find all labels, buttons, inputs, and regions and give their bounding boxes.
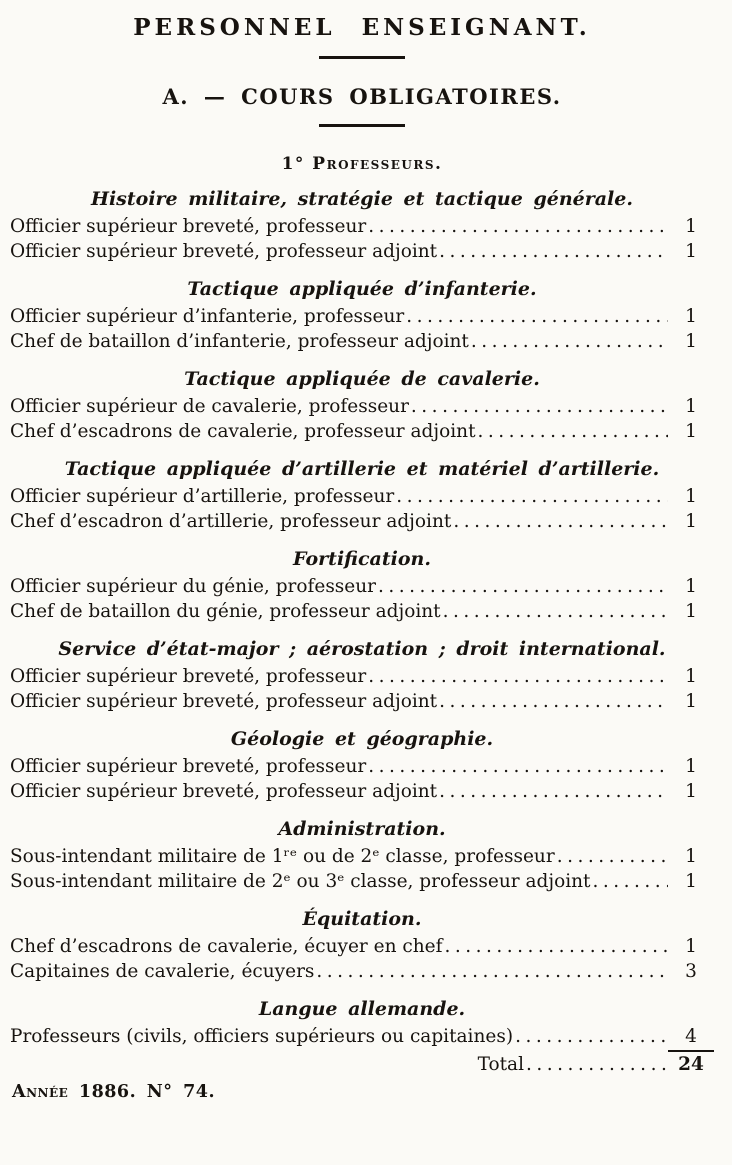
section-tactique-infanterie — [10, 277, 714, 354]
subsection-heading: 1° Professeurs. — [281, 154, 443, 174]
table-row — [10, 304, 714, 329]
row-label: Capitaines de cavalerie, écuyers — [10, 961, 315, 982]
row-count: 1 — [685, 666, 697, 687]
dot-leader — [368, 754, 668, 779]
section-heading: Équitation. — [302, 908, 422, 930]
table-row — [10, 574, 714, 599]
row-count: 1 — [685, 576, 697, 597]
section-equitation — [10, 907, 714, 984]
section-tactique-artillerie — [10, 457, 714, 534]
part-heading: A. — COURS OBLIGATOIRES. — [162, 84, 562, 109]
row-label: Officier supérieur breveté, professeur — [10, 216, 367, 237]
table-row — [10, 239, 714, 264]
row-count: 1 — [685, 421, 697, 442]
section-tactique-cavalerie — [10, 367, 714, 444]
table-row — [10, 754, 714, 779]
table-row — [10, 664, 714, 689]
section-administration — [10, 817, 714, 894]
row-label: Sous-intendant militaire de 2ᵉ ou 3ᵉ classe, professeur adjoint — [10, 871, 591, 892]
row-count: 1 — [685, 871, 697, 892]
dot-leader — [478, 419, 669, 444]
dot-leader — [316, 959, 668, 984]
dot-leader — [396, 484, 668, 509]
table-row — [10, 779, 714, 804]
section-histoire-militaire — [10, 187, 714, 264]
row-count: 1 — [685, 396, 697, 417]
section-heading: Géologie et géographie. — [230, 728, 494, 750]
table-row — [10, 934, 714, 959]
table-row — [10, 869, 714, 894]
table-row — [10, 1024, 714, 1049]
dot-leader — [368, 664, 668, 689]
table-row — [10, 959, 714, 984]
section-heading: Fortification. — [293, 548, 431, 570]
row-label: Chef de bataillon du génie, professeur adjoint — [10, 601, 441, 622]
dot-leader — [557, 844, 668, 869]
dot-leader — [444, 934, 668, 959]
dot-leader — [439, 689, 668, 714]
dot-leader — [368, 214, 668, 239]
section-heading: Administration. — [278, 818, 446, 840]
row-label: Sous-intendant militaire de 1ʳᵉ ou de 2ᵉ classe, professeur — [10, 846, 555, 867]
section-heading: Service d’état-major ; aérostation ; droit international. — [58, 638, 666, 660]
row-count: 1 — [685, 241, 697, 262]
total-row — [10, 1050, 714, 1078]
dot-leader — [593, 869, 669, 894]
sections — [10, 187, 714, 1078]
dot-leader — [515, 1024, 668, 1049]
dot-leader — [453, 509, 668, 534]
section-heading: Tactique appliquée d’artillerie et matériel d’artillerie. — [64, 458, 660, 480]
table-row — [10, 394, 714, 419]
row-label: Officier supérieur d’artillerie, professeur — [10, 486, 395, 507]
row-count: 1 — [685, 936, 697, 957]
section-heading: Tactique appliquée de cavalerie. — [184, 368, 540, 390]
row-label: Officier supérieur breveté, professeur adjoint — [10, 241, 438, 262]
part-divider — [319, 124, 405, 127]
section-heading: Histoire militaire, stratégie et tactique générale. — [91, 188, 633, 210]
row-label: Officier supérieur du génie, professeur — [10, 576, 377, 597]
dot-leader — [443, 599, 668, 624]
page-title: PERSONNEL ENSEIGNANT. — [133, 14, 591, 41]
row-label: Chef d’escadrons de cavalerie, professeur adjoint — [10, 421, 476, 442]
row-count: 1 — [685, 306, 697, 327]
dot-leader — [439, 779, 668, 804]
row-label: Chef d’escadron d’artillerie, professeur adjoint — [10, 511, 452, 532]
dot-leader — [411, 394, 668, 419]
table-row — [10, 329, 714, 354]
row-count: 3 — [685, 961, 697, 982]
dot-leader — [439, 239, 668, 264]
section-heading: Langue allemande. — [258, 998, 466, 1020]
section-geologie-geographie — [10, 727, 714, 804]
row-label: Officier supérieur breveté, professeur adjoint — [10, 781, 438, 802]
row-label: Professeurs (civils, officiers supérieurs ou capitaines) — [10, 1026, 514, 1047]
row-label: Chef d’escadrons de cavalerie, écuyer en chef — [10, 936, 443, 957]
table-row — [10, 509, 714, 534]
table-row — [10, 419, 714, 444]
table-row — [10, 844, 714, 869]
row-count: 1 — [685, 216, 697, 237]
footer-imprint: Année 1886. N° 74. — [12, 1082, 216, 1102]
row-count: 4 — [685, 1026, 697, 1047]
table-row — [10, 689, 714, 714]
total-label: Total — [477, 1054, 524, 1075]
row-label: Officier supérieur breveté, professeur — [10, 756, 367, 777]
total-value: 24 — [668, 1050, 714, 1078]
row-count: 1 — [685, 756, 697, 777]
title-divider — [319, 56, 405, 59]
row-count: 1 — [685, 331, 697, 352]
row-label: Officier supérieur d’infanterie, professeur — [10, 306, 405, 327]
row-count: 1 — [685, 691, 697, 712]
table-row — [10, 599, 714, 624]
row-label: Officier supérieur breveté, professeur adjoint — [10, 691, 438, 712]
row-label: Officier supérieur de cavalerie, professeur — [10, 396, 409, 417]
dot-leader — [378, 574, 668, 599]
dot-leader — [406, 304, 668, 329]
dot-leader — [471, 329, 668, 354]
table-row — [10, 214, 714, 239]
table-row — [10, 484, 714, 509]
row-count: 1 — [685, 486, 697, 507]
row-label: Chef de bataillon d’infanterie, professeur adjoint — [10, 331, 469, 352]
row-count: 1 — [685, 781, 697, 802]
row-label: Officier supérieur breveté, professeur — [10, 666, 367, 687]
row-count: 1 — [685, 846, 697, 867]
dot-leader — [526, 1052, 668, 1078]
section-fortification — [10, 547, 714, 624]
row-count: 1 — [685, 601, 697, 622]
section-heading: Tactique appliquée d’infanterie. — [187, 278, 537, 300]
row-count: 1 — [685, 511, 697, 532]
section-etat-major — [10, 637, 714, 714]
section-langue-allemande — [10, 997, 714, 1049]
